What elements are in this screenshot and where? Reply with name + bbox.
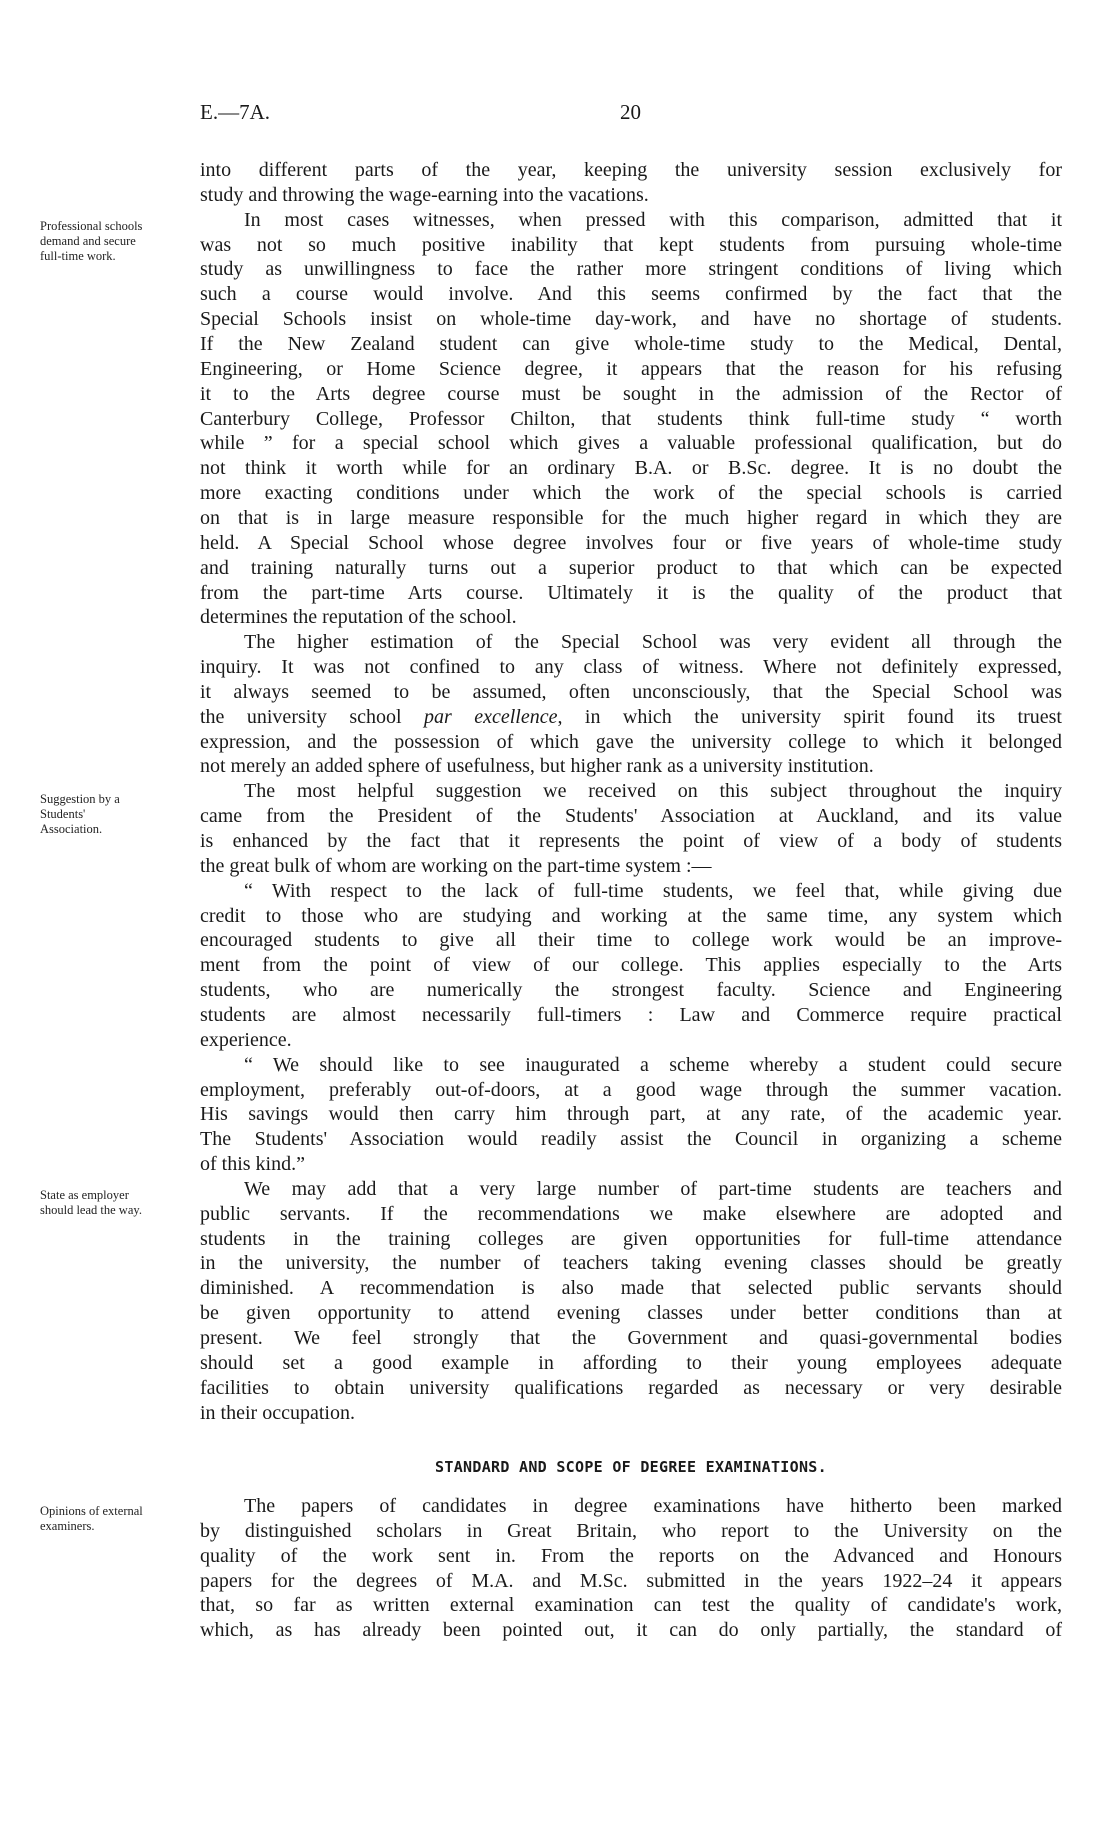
text-segment: the university school: [200, 705, 424, 728]
text-line: The most helpful suggestion we received on this subject throughout the inquiry: [244, 780, 1062, 803]
text-line: students, who are numerically the strongest faculty. Science and Engineering: [200, 979, 1062, 1002]
text-line: held. A Special School whose degree involves four or five years of whole-time study: [200, 531, 1062, 554]
text-line: on that is in large measure responsible for the much higher regard in which they are: [200, 506, 1062, 529]
text-line: The higher estimation of the Special School was very evident all through the: [244, 631, 1062, 654]
italic-phrase: par excellence: [423, 705, 558, 728]
text-line: students in the training colleges are given opportunities for full-time attendance: [200, 1227, 1062, 1250]
margin-note-line: Association.: [40, 822, 103, 836]
margin-note: [40, 1188, 190, 1218]
text-line: facilities to obtain university qualifications regarded as necessary or very desirable: [200, 1376, 1062, 1399]
text-line: study as unwillingness to face the rather more stringent conditions of living which: [200, 258, 1062, 281]
text-line: His savings would then carry him through part, at any rate, of the academic year.: [200, 1103, 1062, 1126]
margin-note-line: Suggestion by a: [40, 792, 120, 806]
document-reference: E.—7A.: [200, 100, 270, 124]
text-line: present. We feel strongly that the Government and quasi-governmental bodies: [200, 1326, 1062, 1349]
margin-note: [40, 792, 190, 837]
text-line: encouraged students to give all their time to college work would be an improve-: [200, 929, 1062, 952]
text-line: employment, preferably out-of-doors, at a good wage through the summer vacation.: [200, 1078, 1062, 1101]
text-line: Special Schools insist on whole-time day-work, and have no shortage of students.: [200, 308, 1062, 331]
text-line: should set a good example in affording to their young employees adequate: [200, 1351, 1062, 1374]
text-line: students are almost necessarily full-timers : Law and Commerce require practical: [200, 1003, 1062, 1026]
margin-note-line: should lead the way.: [40, 1203, 142, 1217]
text-line: The papers of candidates in degree examinations have hitherto been marked: [244, 1495, 1062, 1517]
text-line: quality of the work sent in. From the reports on the Advanced and Honours: [200, 1544, 1062, 1567]
text-line: which, as has already been pointed out, it can do only partially, the standard of: [200, 1619, 1062, 1642]
text-line: experience.: [200, 1028, 292, 1051]
text-line: “ We should like to see inaugurated a scheme whereby a student could secure: [244, 1053, 1062, 1076]
text-line: Canterbury College, Professor Chilton, that students think full-time study “ worth: [200, 407, 1062, 430]
text-line: inquiry. It was not confined to any class of witness. Where not definitely expressed,: [200, 656, 1062, 678]
margin-note-line: demand and secure: [40, 234, 136, 248]
text-line: that, so far as written external examination can test the quality of candidate's work,: [200, 1594, 1062, 1617]
text-line: is enhanced by the fact that it represents the point of view of a body of students: [200, 830, 1062, 852]
text-line: was not so much positive inability that kept students from pursuing whole-time: [200, 233, 1062, 256]
text-line: In most cases witnesses, when pressed with this comparison, admitted that it: [244, 208, 1062, 231]
page-number: 20: [620, 100, 641, 124]
text-line: it to the Arts degree course must be sought in the admission of the Rector of: [200, 382, 1062, 405]
text-line: determines the reputation of the school.: [200, 606, 517, 629]
section-heading: STANDARD AND SCOPE OF DEGREE EXAMINATIONS.: [435, 1458, 827, 1476]
text-line: it always seemed to be assumed, often unconsciously, that the Special School was: [200, 680, 1062, 703]
text-line: while ” for a special school which gives a valuable professional qualification, but do: [200, 432, 1062, 455]
margin-note: [40, 1504, 190, 1534]
text-line: public servants. If the recommendations we make elsewhere are adopted and: [200, 1202, 1062, 1225]
text-line: The Students' Association would readily assist the Council in organizing a scheme: [200, 1128, 1062, 1151]
text-line: from the part-time Arts course. Ultimately it is the quality of the product that: [200, 581, 1062, 604]
text-line: We may add that a very large number of part-time students are teachers and: [244, 1177, 1062, 1200]
margin-note-line: Professional schools: [40, 219, 143, 233]
text-line: and training naturally turns out a superior product to that which can be expected: [200, 556, 1062, 579]
text-line: “ With respect to the lack of full-time students, we feel that, while giving due: [244, 879, 1062, 902]
text-line: such a course would involve. And this seems confirmed by the fact that the: [200, 283, 1062, 306]
margin-note-line: Opinions of external: [40, 1504, 143, 1518]
text-line: the great bulk of whom are working on the part-time system :—: [200, 854, 712, 877]
text-line: in their occupation.: [200, 1401, 355, 1424]
text-line: study and throwing the wage-earning into the vacations.: [200, 183, 649, 206]
text-line: came from the President of the Students' Association at Auckland, and its value: [200, 805, 1062, 828]
text-line: If the New Zealand student can give whole-time study to the Medical, Dental,: [200, 333, 1062, 355]
text-line: diminished. A recommendation is also made that selected public servants should: [200, 1277, 1062, 1300]
text-line: expression, and the possession of which gave the university college to which it belonged: [200, 730, 1062, 753]
margin-note-line: full-time work.: [40, 249, 116, 263]
text-line: not think it worth while for an ordinary B.A. or B.Sc. degree. It is no doubt the: [200, 457, 1062, 480]
text-line: papers for the degrees of M.A. and M.Sc. submitted in the years 1922–24 it appears: [200, 1569, 1062, 1592]
text-segment: , in which the university spirit found its truest: [557, 705, 1062, 728]
text-line: be given opportunity to attend evening classes under better conditions than at: [200, 1302, 1062, 1325]
text-line: not merely an added sphere of usefulness, but higher rank as a university institution.: [200, 755, 874, 778]
text-line: more exacting conditions under which the work of the special schools is carried: [200, 482, 1062, 505]
text-line: ment from the point of view of our college. This applies especially to the Arts: [200, 954, 1062, 977]
margin-note: [40, 219, 190, 264]
margin-note-line: examiners.: [40, 1519, 95, 1533]
text-line: credit to those who are studying and working at the same time, any system which: [200, 904, 1062, 927]
text-line: of this kind.”: [200, 1153, 305, 1175]
text-line: [200, 705, 1062, 729]
text-line: into different parts of the year, keeping the university session exclusively for: [200, 159, 1062, 181]
text-line: in the university, the number of teachers taking evening classes should be greatly: [200, 1252, 1062, 1275]
text-line: Engineering, or Home Science degree, it appears that the reason for his refusing: [200, 357, 1062, 380]
text-line: by distinguished scholars in Great Britain, who report to the University on the: [200, 1519, 1062, 1542]
margin-note-line: State as employer: [40, 1188, 129, 1202]
margin-note-line: Students': [40, 807, 86, 821]
